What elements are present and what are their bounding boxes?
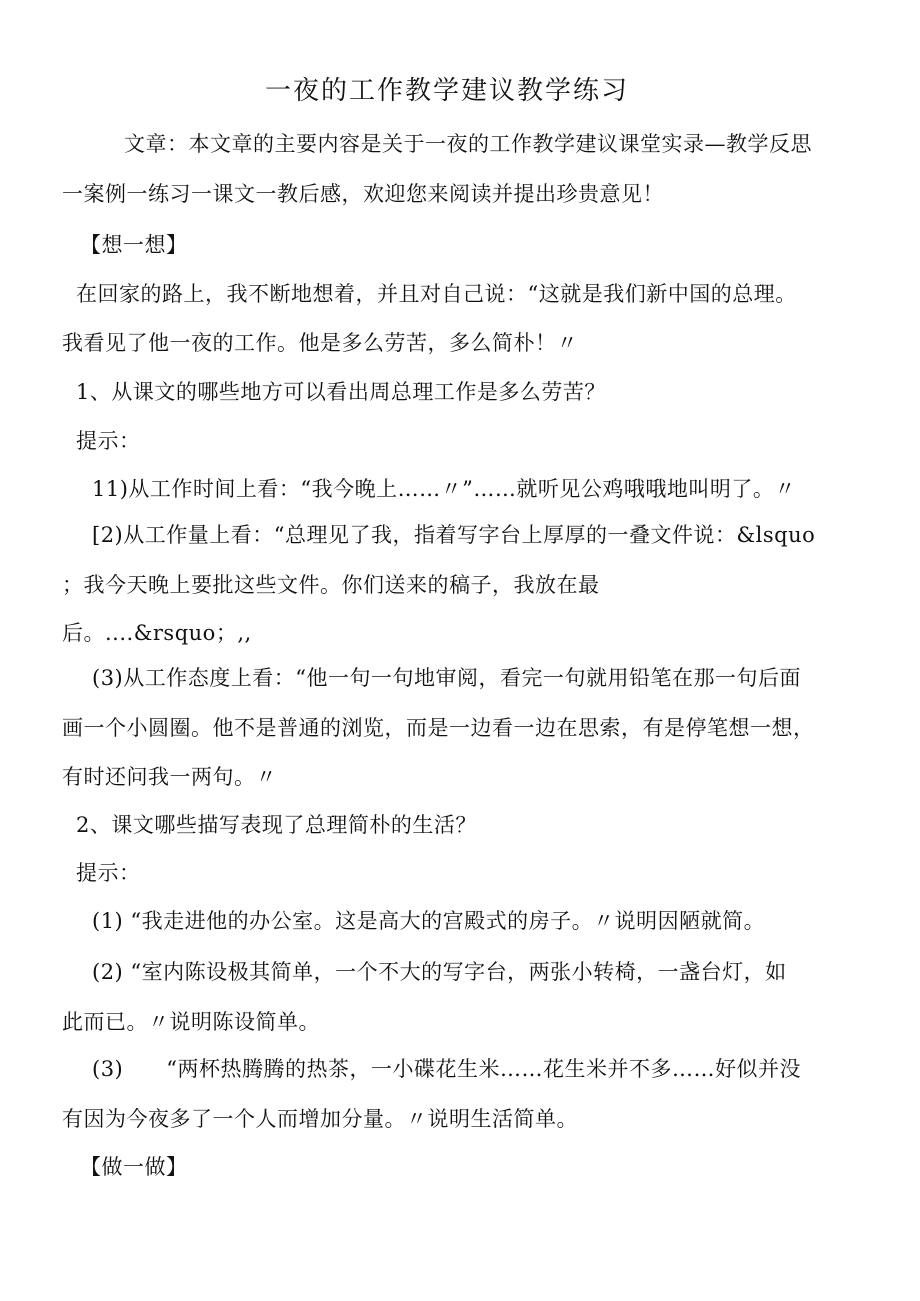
hint-line: 有因为今夜多了一个人而增加分量。〃说明生活简单。 [62, 1107, 578, 1131]
hint-line: 11)从工作时间上看：“我今晚上……〃”……就听见公鸡哦哦地叫明了。〃 [92, 477, 796, 501]
hint-line: ；我今天晚上要批这些文件。你们送来的稿子，我放在最 [62, 573, 600, 597]
hint-line: (3)从工作态度上看：“他一句一句地审阅，看完一句就用铅笔在那一句后面 [92, 666, 801, 690]
section-heading: 【想一想】 [80, 233, 188, 257]
quote-line: 在回家的路上，我不断地想着，并且对自己说：“这就是我们新中国的总理。 [76, 282, 797, 306]
hint-line: 此而已。〃说明陈设简单。 [62, 1010, 320, 1034]
question: 2、课文哪些描写表现了总理简朴的生活？ [76, 813, 477, 837]
hint-label: 提示： [76, 429, 141, 453]
hint-line: (1) “我走进他的办公室。这是高大的宫殿式的房子。〃说明因陋就简。 [92, 909, 766, 933]
hint-line: [2)从工作量上看：“总理见了我，指着写字台上厚厚的一叠文件说：&lsquo [92, 523, 816, 547]
hint-line: (3) “两杯热腾腾的热茶，一小碟花生米……花生米并不多……好似并没 [92, 1057, 801, 1081]
page-title: 一夜的工作教学建议教学练习 [265, 76, 630, 106]
hint-label: 提示： [76, 861, 141, 885]
hint-line: 后。....&rsquo；,, [62, 621, 252, 645]
intro-line: 文章：本文章的主要内容是关于一夜的工作教学建议课堂实录—教学反思 [124, 132, 812, 156]
question: 1、从课文的哪些地方可以看出周总理工作是多么劳苦？ [76, 380, 606, 404]
quote-line: 我看见了他一夜的工作。他是多么劳苦，多么简朴！〃 [62, 331, 578, 355]
hint-line: 画一个小圆圈。他不是普通的浏览，而是一边看一边在思索，有是停笔想一想， [62, 716, 815, 740]
hint-line: (2) “室内陈设极其简单，一个不大的写字台，两张小转椅，一盏台灯，如 [92, 960, 787, 984]
intro-line: 一案例一练习一课文一教后感，欢迎您来阅读并提出珍贵意见！ [62, 182, 664, 206]
section-heading: 【做一做】 [80, 1155, 188, 1179]
hint-line: 有时还问我一两句。〃 [62, 765, 277, 789]
